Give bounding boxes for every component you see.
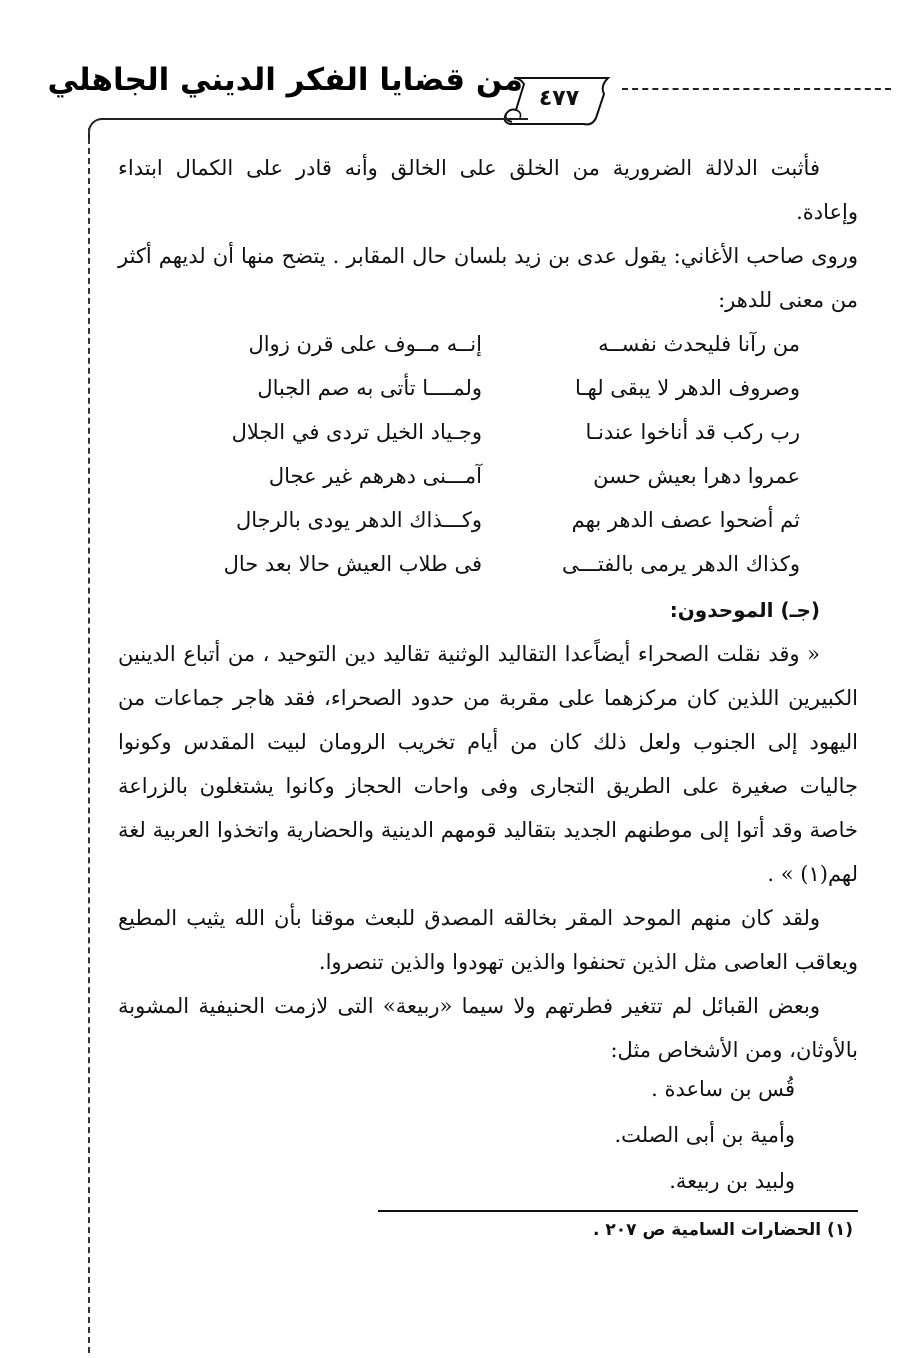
verse-first-hemistich: من رآنا فليحدث نفســه bbox=[598, 332, 800, 356]
poem-verse bbox=[180, 322, 800, 366]
poem bbox=[180, 322, 800, 586]
poem-verse bbox=[180, 498, 800, 542]
poem-verse bbox=[180, 410, 800, 454]
list-item: وأمية بن أبى الصلت. bbox=[614, 1123, 795, 1147]
main-text bbox=[118, 588, 858, 1072]
frame-corner bbox=[88, 118, 108, 138]
page-number-scroll bbox=[500, 72, 618, 130]
poem-verse bbox=[180, 454, 800, 498]
verse-second-hemistich: فى طلاب العيش حالا بعد حال bbox=[223, 552, 482, 576]
verse-second-hemistich: وكـــذاك الدهر يودى بالرجال bbox=[235, 508, 482, 532]
paragraph: وبعض القبائل لم تتغير فطرتهم ولا سيما «ربيعة» التى لازمت الحنيفية المشوبة بالأوثان، ومن الأشخاص مثل: bbox=[118, 994, 858, 1062]
quote-end: (١) » . bbox=[767, 862, 828, 886]
frame-top-rule bbox=[100, 118, 528, 120]
verse-second-hemistich: آمـــنى دهرهم غير عجال bbox=[268, 464, 482, 488]
footnote-rule bbox=[378, 1210, 858, 1212]
verse-second-hemistich: إنــه مــوف على قرن زوال bbox=[248, 332, 482, 356]
quoted-text: « وقد نقلت الصحراء أيضاًعدا التقاليد الوثنية تقاليد دين التوحيد ، من أتباع الدينين الكبيرين اللذين كان مركزهما على مقربة من حدود الصحراء، فقد هاجر جماعات من اليهود إلى الجنوب ولعل ذلك كان من أيام تخريب الرومان لبيت المقدس وكونوا جاليات صغيرة على الطريق التجارى وفى واحات الحجاز وكانوا يشتغلون بالزراعة خاصة وقد أتوا إلى موطنهم الجديد بتقاليد قومهم الدينية والحضارية واتخذوا العربية لغة لهم bbox=[118, 642, 858, 886]
paragraph: فأثبت الدلالة الضرورية من الخلق على الخالق وأنه قادر على الكمال ابتداء وإعادة. bbox=[118, 156, 858, 224]
intro-text bbox=[118, 146, 858, 322]
page-number: ٤٧٧ bbox=[538, 86, 580, 111]
section-heading: (جـ) الموحدون: bbox=[669, 598, 820, 622]
quoted-paragraph bbox=[118, 632, 858, 896]
frame-left-dashed-rule bbox=[88, 128, 90, 1353]
verse-first-hemistich: عمروا دهرا بعيش حسن bbox=[593, 464, 800, 488]
header-dashed-rule bbox=[622, 88, 891, 90]
list-item: ولبيد بن ربيعة. bbox=[669, 1169, 795, 1193]
poem-verse bbox=[180, 366, 800, 410]
footnote: (١) الحضارات السامية ص ٢٠٧ . bbox=[593, 1220, 853, 1240]
list-item: قُس بن ساعدة . bbox=[651, 1077, 795, 1101]
paragraph: ولقد كان منهم الموحد المقر بخالقه المصدق للبعث موقنا بأن الله يثيب المطيع ويعاقب العاصى مثل الذين تحنفوا والذين تهودوا والذين تنصروا. bbox=[118, 906, 858, 974]
verse-first-hemistich: وصروف الدهر لا يبقى لهـا bbox=[574, 376, 800, 400]
poem-verse bbox=[180, 542, 800, 586]
verse-first-hemistich: رب ركب قد أناخوا عندنـا bbox=[585, 420, 800, 444]
verse-second-hemistich: وجـياد الخيل تردى في الجلال bbox=[231, 420, 482, 444]
running-header-title: من قضايا الفكر الديني الجاهلي bbox=[47, 62, 523, 98]
names-list bbox=[614, 1066, 795, 1204]
verse-first-hemistich: ثم أضحوا عصف الدهر بهم bbox=[571, 508, 800, 532]
paragraph: وروى صاحب الأغاني: يقول عدى بن زيد بلسان حال المقابر . يتضح منها أن لديهم أكثر من معنى للدهر: bbox=[118, 244, 858, 312]
section-heading-line bbox=[118, 588, 858, 632]
verse-first-hemistich: وكذاك الدهر يرمى بالفتـــى bbox=[562, 552, 800, 576]
verse-second-hemistich: ولمــــا تأتى به صم الجبال bbox=[257, 376, 482, 400]
